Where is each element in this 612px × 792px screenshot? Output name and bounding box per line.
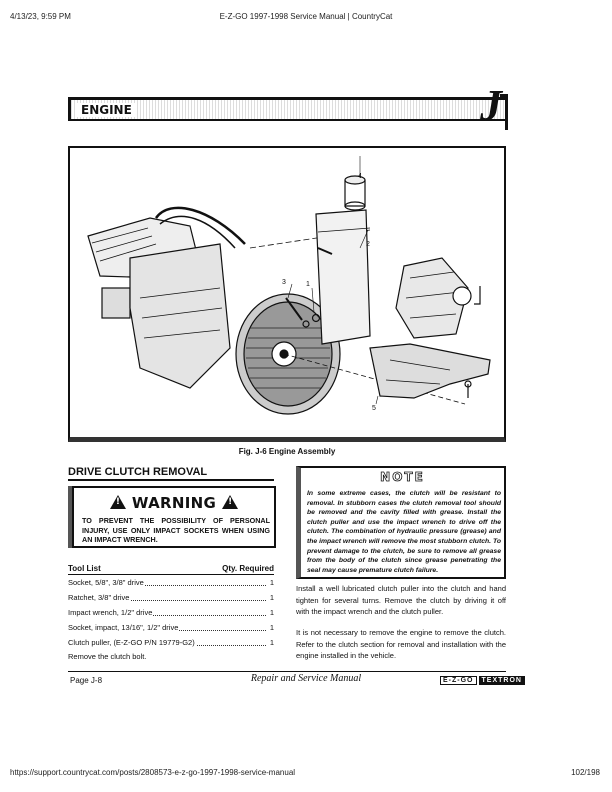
remove-bolt-text: Remove the clutch bolt. [68, 652, 147, 661]
clutch-removal-title: DRIVE CLUTCH REMOVAL [68, 466, 208, 478]
qty-required-label: Qty. Required [222, 564, 274, 573]
section-label: ENGINE [77, 103, 136, 117]
tool-name: Ratchet, 3/8" drive [68, 593, 130, 602]
warning-label: WARNING [131, 494, 217, 512]
page-number: Page J-8 [70, 676, 103, 685]
tool-qty: 1 [269, 623, 274, 632]
tool-qty: 1 [269, 593, 274, 602]
body-paragraph-2: It is not necessary to remove the engine to remove the clutch. Refer to the clutch section for removal and installation with the engine installed in the vehicle. [296, 628, 506, 660]
print-datetime: 4/13/23, 9:59 PM [10, 12, 71, 21]
tool-qty: 1 [269, 638, 274, 647]
engine-assembly-drawing [70, 148, 504, 437]
tool-row [68, 623, 274, 633]
body-paragraph-1: Install a well lubricated clutch puller into the clutch and hand tighten for several turns. Remove the clutch by driving it off with the impact wrench and the clutch puller. [296, 584, 506, 616]
tool-header-rule [68, 574, 274, 575]
tool-name: Clutch puller, (E-Z-GO P/N 19779-G2) [68, 638, 195, 647]
callout-5: 5 [372, 405, 376, 412]
warning-triangle-icon [110, 495, 126, 509]
tool-qty: 1 [269, 578, 274, 587]
manual-title: Repair and Service Manual [250, 673, 362, 684]
logo-ezgo: E-Z-GO [440, 676, 477, 685]
print-page-count: 102/198 [571, 768, 600, 777]
engine-assembly-figure [68, 146, 506, 442]
section-letter: J [480, 81, 502, 130]
ezgo-textron-logo [440, 677, 525, 684]
tool-name: Socket, impact, 13/16", 1/2" drive [68, 623, 179, 632]
tool-row [68, 608, 274, 618]
note-heading: NOTE [380, 470, 425, 484]
callout-4: 4 [358, 173, 362, 180]
section-header-bar [68, 97, 508, 121]
print-url: https://support.countrycat.com/posts/2808573-e-z-go-1997-1998-service-manual [10, 768, 296, 777]
title-rule [68, 479, 274, 481]
warning-box [72, 486, 276, 548]
tool-row [68, 638, 274, 648]
figure-caption: Fig. J-6 Engine Assembly [238, 447, 336, 456]
callout-2: 2 [366, 241, 370, 248]
logo-textron: TEXTRON [479, 676, 525, 685]
tool-list-label: Tool List [68, 564, 101, 573]
tool-row [68, 578, 274, 588]
tool-qty: 1 [269, 608, 274, 617]
print-page-title: E-Z-GO 1997-1998 Service Manual | CountryCat [219, 12, 393, 21]
note-text: In some extreme cases, the clutch will be resistant to removal. In stubborn cases the clutch removal tool should be removed and the cavity filled with grease. Install the clutch puller and use the impact wrench to drive off the clutch. The combination of hydraulic pressure (grease) and the impact wrench will remove the most stubborn clutch. To prevent damage to the clutch, be sure to remove all grease from the body of the clutch since grease penetrating the seal may cause premature clutch failure. [307, 490, 501, 574]
callout-1: 1 [306, 281, 310, 288]
tool-row [68, 593, 274, 603]
footer-rule [68, 671, 506, 672]
tool-name: Impact wrench, 1/2" drive [68, 608, 153, 617]
warning-heading [74, 494, 274, 512]
tool-list-header [68, 564, 274, 573]
callout-3: 3 [282, 279, 286, 286]
warning-text: TO PREVENT THE POSSIBILITY OF PERSONAL INJURY, USE ONLY IMPACT SOCKETS WHEN USING AN IMPACT WRENCH. [82, 516, 270, 544]
warning-triangle-icon [222, 495, 238, 509]
note-box [296, 466, 506, 579]
tool-name: Socket, 5/8", 3/8" drive [68, 578, 144, 587]
